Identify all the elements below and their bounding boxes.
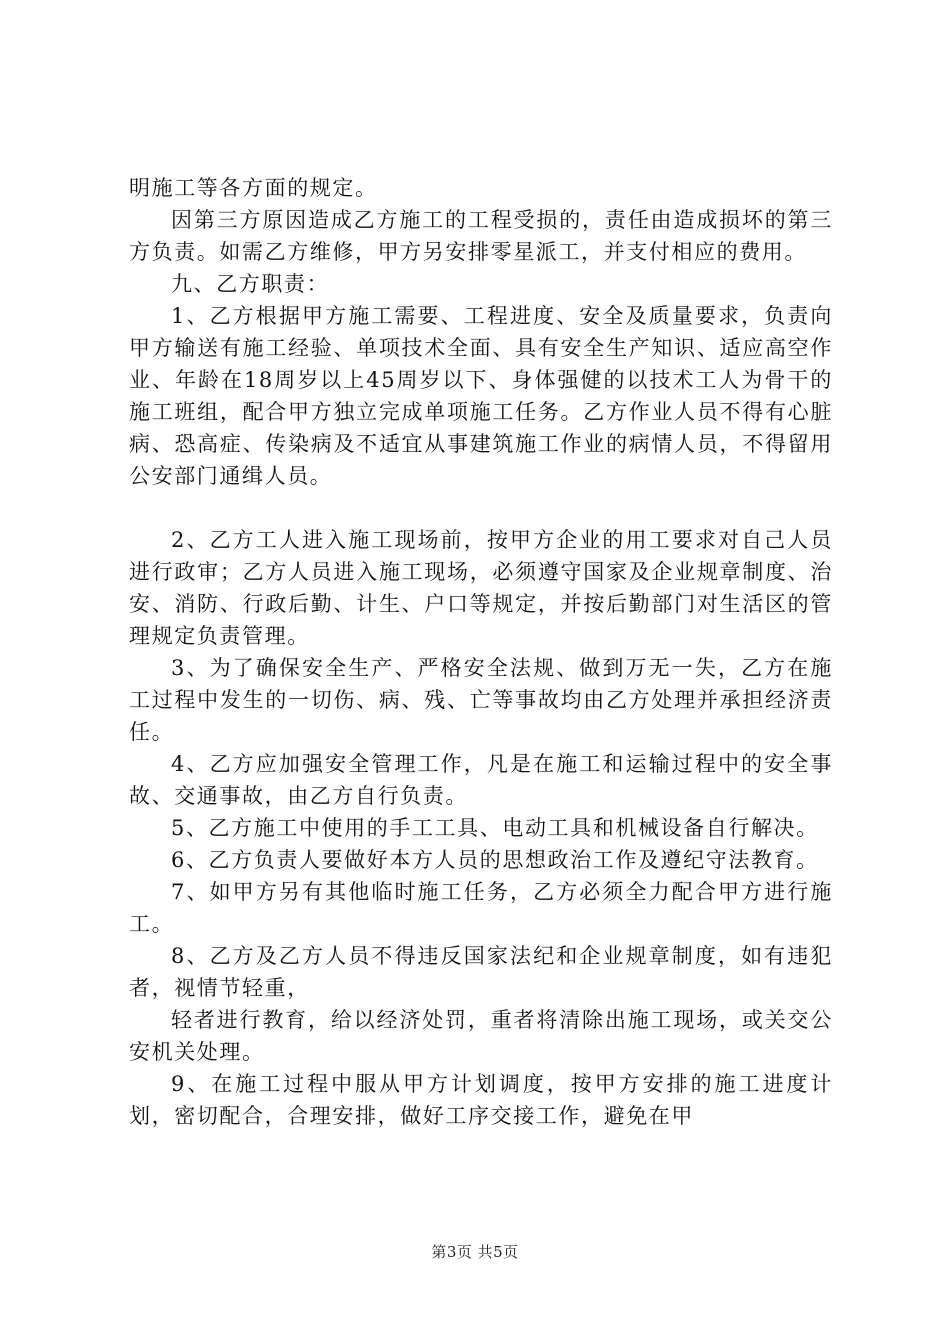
clause-2: 2、乙方工人进入施工现场前，按甲方企业的用工要求对自己人员进行政审；乙方人员进入施工现场，必须遵守国家及企业规章制度、治安、消防、行政后勤、计生、户口等规定，并按后勤部门对生活区的管理规定负责管理。: [129, 528, 833, 648]
section-heading-party-b-duties: 九、乙方职责：: [171, 272, 330, 296]
clause-9: 9、在施工过程中服从甲方计划调度，按甲方安排的施工进度计划，密切配合，合理安排，做好工序交接工作，避免在甲: [129, 1072, 833, 1128]
paragraph-continuation: 明施工等各方面的规定。: [129, 176, 378, 200]
document-body: [129, 172, 833, 1132]
paragraph-third-party-damage: 因第三方原因造成乙方施工的工程受损的，责任由造成损坏的第三方负责。如需乙方维修，甲方另安排零星派工，并支付相应的费用。: [129, 208, 833, 264]
clause-8-continuation: 轻者进行教育，给以经济处罚，重者将清除出施工现场，或关交公安机关处理。: [129, 1008, 833, 1064]
clause-6: 6、乙方负责人要做好本方人员的思想政治工作及遵纪守法教育。: [171, 848, 819, 872]
page-number-footer: 第3页 共5页: [431, 1243, 519, 1261]
clause-1: 1、乙方根据甲方施工需要、工程进度、安全及质量要求，负责向甲方输送有施工经验、单项技术全面、具有安全生产知识、适应高空作业、年龄在18周岁以上45周岁以下、身体强健的以技术工人为骨干的施工班组，配合甲方独立完成单项施工任务。乙方作业人员不得有心脏病、恐高症、传染病及不适宜从事建筑施工作业的病情人员，不得留用公安部门通缉人员。: [129, 304, 833, 488]
clause-4: 4、乙方应加强安全管理工作，凡是在施工和运输过程中的安全事故、交通事故，由乙方自行负责。: [129, 752, 833, 808]
clause-8: 8、乙方及乙方人员不得违反国家法纪和企业规章制度，如有违犯者，视情节轻重，: [129, 944, 833, 1000]
clause-7: 7、如甲方另有其他临时施工任务，乙方必须全力配合甲方进行施工。: [129, 880, 833, 936]
clause-3: 3、为了确保安全生产、严格安全法规、做到万无一失，乙方在施工过程中发生的一切伤、病、残、亡等事故均由乙方处理并承担经济责任。: [129, 656, 833, 744]
clause-5: 5、乙方施工中使用的手工工具、电动工具和机械设备自行解决。: [171, 816, 819, 840]
